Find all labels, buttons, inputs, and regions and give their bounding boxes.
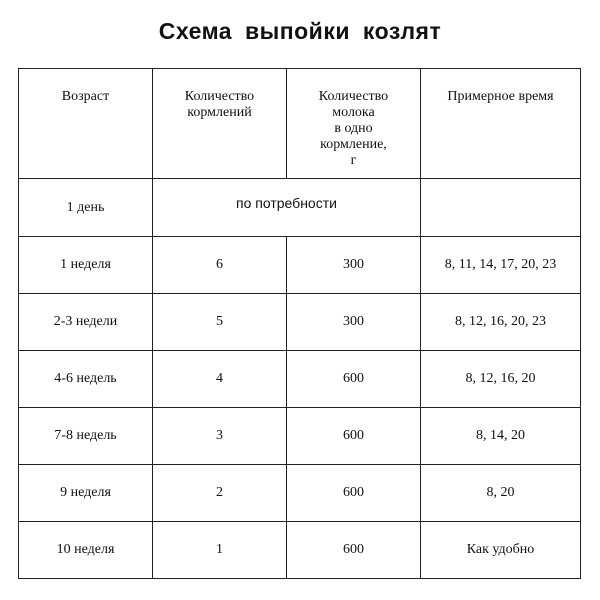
cell-time: 8, 12, 16, 20 [421, 351, 581, 408]
cell-age: 10 неделя [19, 522, 153, 579]
cell-milk: 600 [287, 351, 421, 408]
header-milk-line: Количество [318, 89, 389, 104]
cell-age: 7-8 недель [19, 408, 153, 465]
cell-age: 1 день [19, 179, 153, 237]
table-row [19, 179, 581, 237]
cell-age: 1 неделя [19, 237, 153, 294]
cell-feedings: 4 [153, 351, 287, 408]
cell-time: 8, 20 [421, 465, 581, 522]
header-milk-line: в одно [334, 121, 373, 136]
table-row [19, 294, 581, 351]
cell-age: 9 неделя [19, 465, 153, 522]
header-feedings-line: кормлений [187, 105, 252, 120]
cell-feedings: 1 [153, 522, 287, 579]
cell-time: 8, 12, 16, 20, 23 [421, 294, 581, 351]
cell-as-needed: по потребности [153, 179, 421, 237]
cell-milk: 300 [287, 294, 421, 351]
header-milk [287, 69, 421, 179]
cell-feedings: 6 [153, 237, 287, 294]
table-row [19, 351, 581, 408]
header-time [421, 69, 581, 179]
cell-feedings: 5 [153, 294, 287, 351]
cell-milk: 600 [287, 465, 421, 522]
header-milk-line: г [350, 153, 357, 168]
cell-time: 8, 11, 14, 17, 20, 23 [421, 237, 581, 294]
header-time-label: Примерное время [447, 89, 554, 104]
cell-time: 8, 14, 20 [421, 408, 581, 465]
header-milk-line: молока [332, 105, 375, 120]
cell-time [421, 179, 581, 237]
cell-feedings: 2 [153, 465, 287, 522]
cell-milk: 600 [287, 408, 421, 465]
header-age-label: Возраст [61, 89, 110, 104]
header-feedings [153, 69, 287, 179]
cell-milk: 600 [287, 522, 421, 579]
header-feedings-line: Количество [184, 89, 255, 104]
feeding-schedule-table [18, 68, 581, 579]
page-title: Схема выпойки козлят [158, 18, 442, 44]
header-milk-line: кормление, [320, 137, 387, 152]
header-age [19, 69, 153, 179]
table-row [19, 522, 581, 579]
table-row [19, 237, 581, 294]
cell-milk: 300 [287, 237, 421, 294]
cell-age: 4-6 недель [19, 351, 153, 408]
table-header-row [19, 69, 581, 179]
table-row [19, 408, 581, 465]
cell-age: 2-3 недели [19, 294, 153, 351]
table-row [19, 465, 581, 522]
cell-feedings: 3 [153, 408, 287, 465]
cell-time: Как удобно [421, 522, 581, 579]
